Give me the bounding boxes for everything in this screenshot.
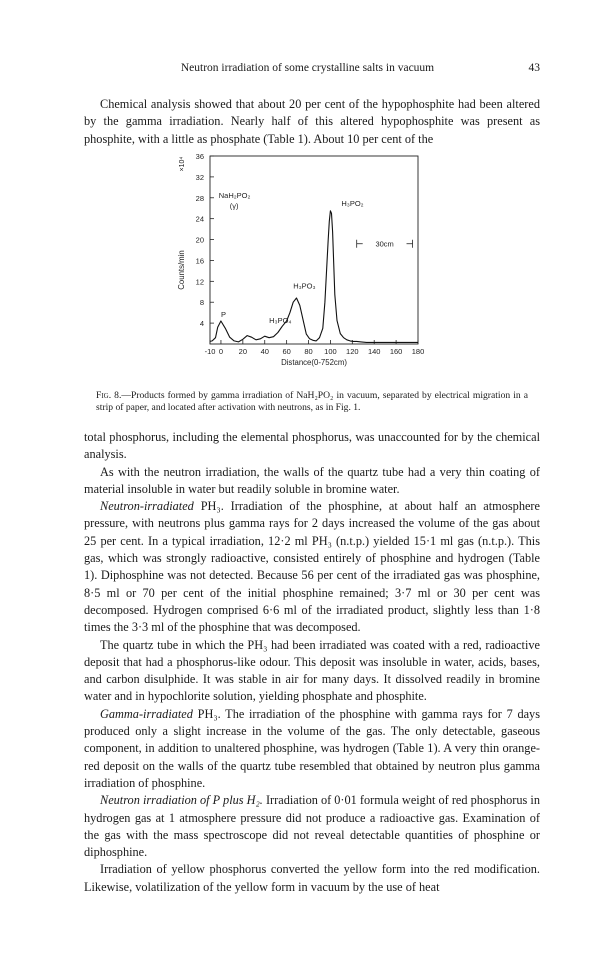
paragraph	[84, 792, 540, 861]
peak-label: (γ)	[229, 201, 239, 211]
peak-label: NaH₂PO₂	[218, 190, 251, 200]
y-tick-label: 24	[195, 214, 204, 224]
paragraph: The quartz tube in which the PH₃ had been irradiated was coated with a red, radioactive deposit that had a phosphorus-like odour. This deposit was insoluble in water, acids, bases, and carbon disulphide. It was stable in air for many days. It dissolved readily in bromine water and in hypochlorite solution, yielding phosphate and phosphite.	[84, 637, 540, 704]
paragraph: As with the neutron irradiation, the walls of the quartz tube had a very thin coating of material insoluble in water but readily soluble in bromine water.	[84, 464, 540, 496]
scale-bar-label: 30cm	[375, 239, 394, 249]
y-tick-label: 20	[195, 235, 204, 245]
y-tick-label: 4	[199, 319, 204, 329]
paragraph-text: PH₃. Irradiation of the phosphine, at about half an atmosphere pressure, with neutrons plus gamma rays for 2 days increased the volume of the gas about 25 per cent. In a typical irradiation, 12·2 ml PH₃ (n.t.p.) yielded 15·1 ml gas (n.t.p.). This gas, which was strongly radioactive, consisted entirely of phosphine and hydrogen (Table 1). Diphosphine was not detected. Because 56 per cent of the irradiated gas was phosphine, 8·5 ml or 70 per cent of the initial phosphine remained; 3·7 ml or 30 per cent was decomposed. Hydrogen comprised 6·6 ml of the irradiated product, slightly less than 1·8 times the 3·3 ml of the phosphine that was decomposed.	[84, 499, 540, 635]
series-line	[210, 211, 418, 343]
figure-8-chart	[164, 146, 434, 388]
running-title: Neutron irradiation of some crystalline salts in vacuum	[180, 62, 435, 74]
paragraph: Irradiation of yellow phosphorus converted the yellow form into the red modification. Likewise, volatilization of the yellow form in vacuum by the use of heat	[84, 862, 540, 894]
page-number: 43	[528, 62, 540, 74]
caption-label: Fig. 8.	[96, 390, 122, 401]
x-tick-label: 140	[367, 347, 381, 356]
x-tick-label: 40	[260, 347, 269, 356]
peak-label: P	[220, 309, 226, 319]
body-text	[84, 429, 540, 896]
y-tick-label: 8	[199, 298, 204, 308]
y-tick-label: 36	[195, 152, 204, 161]
peak-label: H₃PO₂	[341, 199, 364, 209]
plot-frame	[210, 156, 418, 344]
y-tick-label: 28	[195, 193, 204, 203]
x-tick-label: 20	[238, 347, 248, 356]
paragraph	[84, 706, 540, 792]
run-in-heading: Gamma-irradiated	[100, 706, 193, 721]
y-tick-label: 12	[195, 277, 204, 287]
x-axis-label: Distance(0-752cm)	[281, 358, 347, 367]
page-header	[0, 62, 615, 78]
peak-label: H₃PO₃	[293, 281, 316, 291]
x-tick-label: 80	[304, 347, 313, 356]
figure-8	[164, 146, 434, 388]
figure-caption	[96, 390, 528, 414]
y-tick-label: 32	[195, 172, 204, 182]
x-tick-label: 180	[411, 347, 425, 356]
y-axis-label: Counts/min	[177, 250, 186, 290]
y-tick-label: 16	[195, 256, 204, 266]
paragraph: Chemical analysis showed that about 20 per cent of the hypophosphite had been altered by the gamma irradiation. Nearly half of this altered hypophosphite was present as phosphite, with a little as phosphate (Table 1). About 10 per cent of the	[84, 97, 540, 146]
paragraph: total phosphorus, including the elemental phosphorus, was unaccounted for by the chemical analysis.	[84, 430, 540, 462]
run-in-heading: Neutron irradiation of P plus H₂.	[100, 793, 263, 808]
paragraph-text: Irradiation of 0·01 formula weight of red phosphorus in hydrogen gas at 1 atmosphere pressure did not produce a radioactive gas. Examination of the gas with the mass spectroscope did not reveal detectable quantities of phosphine or diphosphine.	[84, 793, 540, 860]
peak-label: H₃PO₄	[269, 316, 292, 326]
paragraph-text: PH₃. The irradiation of the phosphine with gamma rays for 7 days produced only a slight increase in the volume of the gas. The only detectable, gaseous component, in addition to unaltered phosphine, was hydrogen (Table 1). A very thin orange-red deposit on the walls of the quartz tube resembled that obtained by neutron plus gamma irradiation of phosphine.	[84, 706, 540, 790]
x-tick-label: 0	[218, 347, 224, 356]
x-tick-label: 120	[346, 347, 359, 356]
caption-text: —Products formed by gamma irradiation of NaH₂PO₂ in vacuum, separated by electrical migration in a strip of paper, and located after activation with neutrons, as in Fig. 1.	[96, 390, 528, 413]
y-axis-multiplier: ×10⁴	[179, 156, 186, 172]
intro-paragraph	[84, 96, 540, 148]
x-tick-label: 100	[324, 347, 337, 356]
run-in-heading: Neutron-irradiated	[100, 499, 194, 514]
x-tick-label: 160	[389, 347, 403, 356]
paragraph	[84, 498, 540, 636]
x-tick-label: 60	[282, 347, 291, 356]
x-tick-label: -10	[204, 347, 216, 356]
